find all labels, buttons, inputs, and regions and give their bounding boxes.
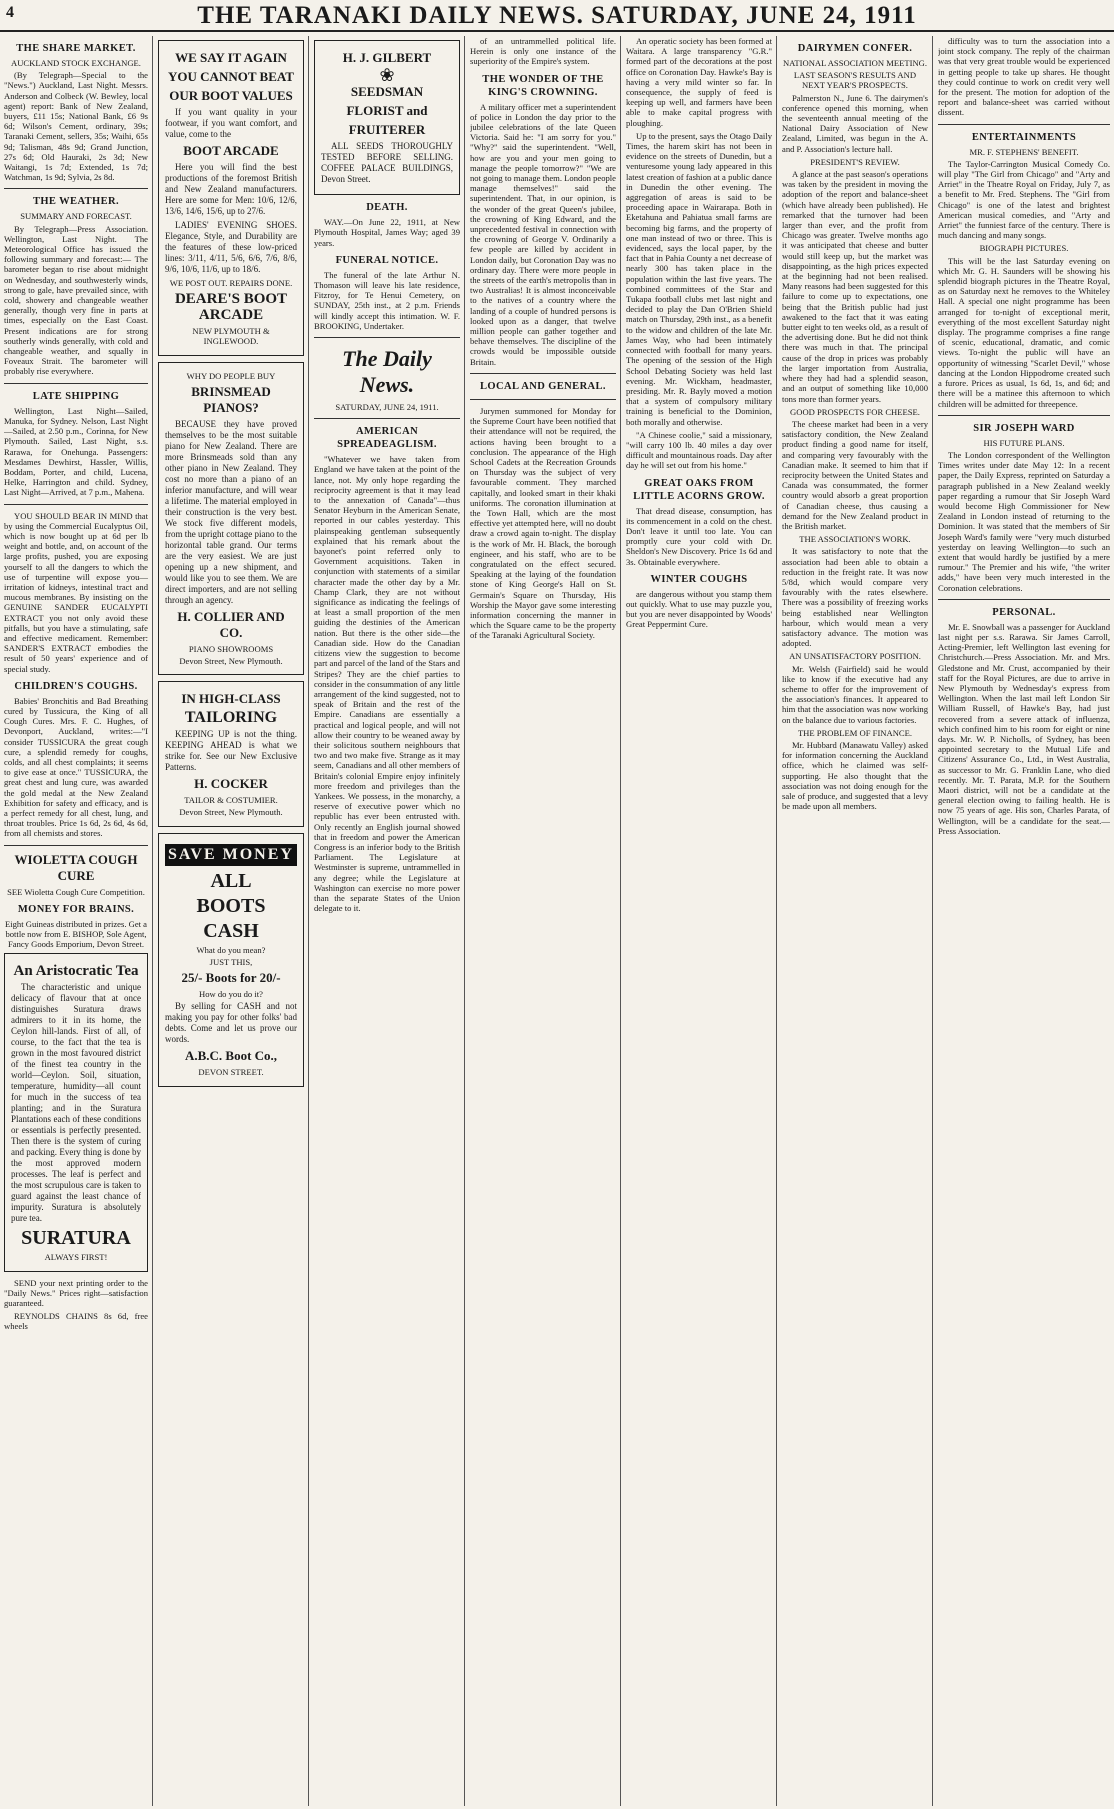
entertainments-text: The Taylor-Carrington Musical Comedy Co. will play "The Girl from Chicago" and "Arty and Arriet" in the Theatre Royal on Friday, July 7, as a benefit to Mr. Fred. Stephens. The "Girl from Chicago" is one of the latest and brightest American musical comedies, and "Arty and Arriet" the funniest farce of the century. There is much dancing and many songs. <box>938 158 1110 241</box>
tea-slogan: ALWAYS FIRST! <box>44 1252 108 1263</box>
divider <box>314 337 460 338</box>
tea-heading: An Aristocratic Tea <box>13 963 139 980</box>
death-heading: DEATH. <box>366 202 408 214</box>
column-rule <box>152 36 153 1806</box>
chains-notice: REYNOLDS CHAINS 8s 6d, free wheels <box>4 1311 148 1332</box>
tailoring-text: KEEPING UP is not the thing. KEEPING AHEAD is what we strike for. See our New Exclusive Patterns. <box>165 729 297 773</box>
ward-heading: SIR JOSEPH WARD <box>973 422 1075 434</box>
column-4-continuation: of an untrammelled political life. Herein is only one instance of the superiority of the Empire's system. <box>470 36 616 67</box>
biograph-text: This will be the last Saturday evening on which Mr. G. H. Saunders will be showing his splendid biograph pictures in the Theatre Royal, as on Saturday next he removes to the Whiteley Hall. A special one night programme has been arranged for to-night of exceptional merit, everything of the most excellent Saturday night display. The programme comprises a fine range of scenic, educational, dramatic, and comic views. To-night the public will have an opportunity of witnessing "Scarlet Devil," whose dancing at the London Hippodrome created such a furore. Prices as usual, 1s 6d, 1s, and 6d; and there will be a matinee this afternoon to which children will be admitted for threepence. <box>938 255 1110 409</box>
piano-address: Devon Street, New Plymouth. <box>179 656 283 667</box>
funeral-text: The funeral of the late Arthur N. Thomason will leave his late residence, Fitzroy, for Te Henui Cemetery, on SUNDAY, 25th inst., at 2 p.m. Friends will kindly accept this intimation. W. F. BROOKING, Undertaker. <box>314 269 460 331</box>
boot-ad-line-2: YOU CANNOT BEAT <box>168 69 294 84</box>
boot-ad-text-3: LADIES' EVENING SHOES. Elegance, Style, and Durability are the features of these low-priced lines: 3/11, 4/11, 5/6, 6/6, 7/6, 8/6, 9/6, 10/6, 11/6, up to 18/6. <box>165 220 297 274</box>
column-5-top: An operatic society has been formed at Waitara. A large transparency "G.R." formed part of the decorations at the post office on Coronation Day. Hawke's Bay is having a very mild winter so far. In consequence, the supply of feed is keeping up well, and farmers have been able to make capital progress with ploughing. <box>626 36 772 128</box>
tailoring-advert <box>158 681 304 826</box>
column-3 <box>314 36 460 1806</box>
oaks-heading: GREAT OAKS FROM LITTLE ACORNS GROW. <box>633 477 765 502</box>
association-heading: THE ASSOCIATION'S WORK. <box>799 534 911 545</box>
finance-heading: THE PROBLEM OF FINANCE. <box>797 727 913 738</box>
coughs-heading: CHILDREN'S COUGHS. <box>14 680 138 692</box>
tailoring-subtitle: TAILOR & COSTUMIER. <box>184 795 278 806</box>
boot-ad-text-4: WE POST OUT. REPAIRS DONE. <box>169 278 293 288</box>
divider <box>4 845 148 846</box>
unsatisfactory-heading: AN UNSATISFACTORY POSITION. <box>789 651 921 662</box>
local-heading: LOCAL AND GENERAL. <box>480 380 606 392</box>
column-2 <box>158 36 304 1806</box>
gilbert-advert <box>314 40 460 195</box>
conference-subheading-2: LAST SEASON'S RESULTS AND NEXT YEAR'S PROSPECTS. <box>793 70 917 91</box>
masthead <box>0 0 1114 32</box>
money-text: Eight Guineas distributed in prizes. Get a bottle now from E. BISHOP, Sole Agent, Fancy Goods Emporium, Devon Street. <box>4 918 147 950</box>
gilbert-name: H. J. GILBERT <box>342 50 432 65</box>
divider <box>314 418 460 419</box>
gilbert-line-2: FLORIST and <box>346 103 428 119</box>
boot-ad-text: If you want quality in your footwear, if you want comfort, and value, come to the <box>165 107 297 139</box>
tea-text: The characteristic and unique delicacy of flavour that at once distinguishes Suratura draws admirers to it in its home, the Ceylon hill-lands. First of all, of course, to the fact that the tea is grown in the most favoured district of the finest tea country in the world—Ceylon. Soil, situation, temperature, humidity—all count for much in the success of tea planting; and in the Suratura Plantations each of these conditions or essentials is perfectly presented. Then there is the system of curing and packing. Every thing is done by the most approved modern processes. The leaf is perfect and the most scrupulous care is taken to guard against the least chance of impurity. Suratura is absolutely pure tea. <box>11 982 141 1224</box>
page-number: 4 <box>6 4 14 21</box>
wioletta-text: SEE Wioletta Cough Cure Competition. <box>7 886 145 897</box>
boot-ad-name: BOOT ARCADE <box>183 143 279 158</box>
shipping-heading: LATE SHIPPING <box>32 390 120 402</box>
piano-question: WHY DO PEOPLE BUY <box>186 370 276 381</box>
piano-name: BRINSMEAD PIANOS? <box>191 383 271 415</box>
tea-brand: SURATURA <box>21 1227 131 1250</box>
winter-heading: WINTER COUGHS <box>650 573 748 585</box>
boot-arcade-advert <box>158 40 304 356</box>
cheese-heading: GOOD PROSPECTS FOR CHEESE. <box>790 406 920 417</box>
piano-firm: H. COLLIER AND CO. <box>177 608 285 640</box>
divider <box>938 124 1110 125</box>
editorial-heading: AMERICAN SPREADEAGLISM. <box>337 426 437 451</box>
divider <box>4 504 148 505</box>
weather-text: By Telegraph—Press Association. Wellington, Last Night. The Meteorological Office has issued the following summary and forecast:— The barometer began to rise about midnight on Wednesday, and southwesterly winds, strong to gale, have prevailed since, with cold, showery and changeable weather generally, though very fine in parts at times, especially on the East Coast. Present indications are for strong southerly winds generally, with cold and changeable weather, and squally in Foveaux Strait. The barometer will probably rise everywhere. <box>4 223 148 377</box>
gilbert-line-1: SEEDSMAN <box>350 84 424 100</box>
abc-question: What do you mean? <box>196 944 266 955</box>
column-rule <box>932 36 933 1806</box>
column-7 <box>938 36 1110 1806</box>
divider <box>938 415 1110 416</box>
unsatisfactory-text: Mr. Welsh (Fairfield) said he would like to know if the executive had any scheme to offer for the improvement of the association's finances. It appeared to him that the association was now working on the balance due to various factories. <box>782 663 928 725</box>
column-1 <box>4 36 148 1806</box>
entertainments-heading: ENTERTAINMENTS <box>971 131 1077 143</box>
weather-subheading: SUMMARY AND FORECAST. <box>20 211 132 222</box>
sanders-advert-text: YOU SHOULD BEAR IN MIND that by using the Commercial Eucalyptus Oil, which is now bought up at 6d per lb weight and bottle, and, on account of the large profits, pushed, you are exposing yourself to all the dangers to which the use of turpentine will expose you—irritation of kidneys, intestinal tract and mucous membranes. By insisting on the GENUINE SANDER EUCALYPTI EXTRACT you not only avoid these pitfalls, but you have a stimulating, safe and effective medicament. Remember: SANDER'S EXTRACT embodies the result of 50 years' experience and of special study. <box>4 510 148 674</box>
column-4 <box>470 36 616 1806</box>
weather-heading: THE WEATHER. <box>32 196 120 208</box>
column-rule <box>464 36 465 1806</box>
flower-icon: ❀ <box>379 65 395 85</box>
finance-text: Mr. Hubbard (Manawatu Valley) asked for information concerning the Auckland office, which he claimed was self-supporting. He also thought that the association was not doing enough for the sale of produce, and suggested that a levy be made upon all members. <box>782 740 928 812</box>
share-market-heading: THE SHARE MARKET. <box>16 43 136 54</box>
abc-price: 25/- Boots for 20/- <box>181 970 281 986</box>
divider <box>4 188 148 189</box>
save-money-badge: SAVE MONEY <box>165 844 297 866</box>
piano-advert <box>158 362 304 676</box>
ward-subheading: HIS FUTURE PLANS. <box>983 437 1065 448</box>
ward-text: The London correspondent of the Wellington Times writes under date May 12: In a recent paper, the Daily Express, reprinted on Saturday a paragraph published in a New Zealand weekly paper regarding a rumour that Sir Joseph Ward would become High Commissioner for New Zealand in London instead of returning to the Dominion. It was stated that the members of Sir Joseph Ward's family were "very much disturbed yesterday on leaving Wellington—to such an extent that would hardly be justified by a mere rumour." The Premier and his wife, "the writer adds," have been very much interested in the Coronation celebrations. <box>938 449 1110 593</box>
column-5 <box>626 36 772 1806</box>
chinese-coolie-text: "A Chinese coolie," said a missionary, "will carry 100 lb. 40 miles a day over difficult and mountainous roads. Day after day he will set out from his home." <box>626 429 772 471</box>
abc-how: How do you do it? <box>199 989 263 1000</box>
tailoring-address: Devon Street, New Plymouth. <box>179 807 283 818</box>
abc-firm: A.B.C. Boot Co., <box>184 1048 278 1064</box>
association-text: It was satisfactory to note that the association had been able to obtain a reduction in the freight rate. It was now 5/8d, which would compare very favourably with the rates elsewhere. There was a possibility of freezing works being established near Wellington harbour, which would mean a very satisfactory advance. The motion was adopted. <box>782 546 928 649</box>
wonder-text: A military officer met a superintendent of police in London the day prior to the jubilee celebrations of the late Queen Victoria. Said he: "I am sorry for you." "Why?" said the superintendent. "Well, how are you and your men going to manage the people tomorrow?" "We are not going to manage them. London people manage themselves!" said the superintendent. That, in our opinion, is the wonder of the great Queen's jubilee, the crowning of King Edward, and the unprecedented festival in connection with the crowning of George V. Ordinarily a few people are killed by accident in London daily, but Coronation Day was no ordinary day. There were more people in the streets of the earth's metropolis than in two Australias! It is almost inconceivable to the natives of a country where the landing of a couple of hundred persons is looked upon as a danger, that twelve million people can gather together and behave themselves. The discipline of the crowds would be impossible outside Britain. <box>470 101 616 367</box>
abc-address: DEVON STREET. <box>198 1067 264 1078</box>
cheese-text: The cheese market had been in a very satisfactory condition, the New Zealand product finding a good name for itself, and comparing very favourably with the Canadian make. It seemed to him that if reciprocity between the United States and Canada was consummated, the former country would absorb a great proportion of Canadian cheese, thus causing a demand for the New Zealand product in the British market. <box>782 418 928 531</box>
conference-heading: DAIRYMEN CONFER. <box>797 43 913 54</box>
piano-subtitle: PIANO SHOWROOMS <box>188 643 274 654</box>
coughs-text: Babies' Bronchitis and Bad Breathing cured by Tussicura, the King of all Cough Cures. Mrs. F. C. Hughes, of Devonport, Auckland, writes:—"I consider TUSSICURA the great cough cure, a splendid remedy for coughs, colds, and all chest complaints; it seems to give ease at once." TUSSICURA, the great chest and lung cure, was awarded the gold medal at the New Zealand Exhibition for safety and efficacy, and is a perfect remedy for all chest, lung, and throat troubles. Price 1s 6d, 2s 6d, 4s 6d, from all chemists and stores. <box>4 695 148 839</box>
boot-ad-text-2: Here you will find the best productions of the foremost British and New Zealand manufacturers. Here are some for Men: 10/6, 12/6, 13/6, 14/6, 15/6, up to 27/6. <box>165 162 297 216</box>
column-rule <box>308 36 309 1806</box>
column-6 <box>782 36 928 1806</box>
divider <box>470 373 616 374</box>
personal-text: Mr. E. Snowball was a passenger for Auckland last night per s.s. Rarawa. Sir James Carroll, Acting-Premier, left Wellington last evening for Christchurch.—Press Association. Mr. and Mrs. Gledstone and Mr. Crust, accompanied by their staff for the Royal Pictures, are due to arrive in New Plymouth by Wednesday's express from Wellington. When the last mail left London Sir William Russell, of Hawke's Bay, had just recovered from a severe attack of influenza, which confined him to his room for eight or nine days. Mr. W. P. Nicholls, of Sydney, has been appointed secretary to the Mutual Life and Citizens' Assurance Co., Ltd., in West Australia, as successor to Mr. G. Franklin Lane, who died recently. Mr. T. Parata, M.P. for the Southern Maori district, will not be a candidate at the general election owing to failing health. He is now 75 years of age. His son, Charles Parata, of Wellington, will be a candidate for the seat.—Press Association. <box>938 621 1110 836</box>
abc-line-3: CASH <box>203 919 259 942</box>
divider <box>938 599 1110 600</box>
boot-ad-footer: DEARE'S BOOT ARCADE <box>174 291 288 324</box>
conference-subheading: NATIONAL ASSOCIATION MEETING. <box>782 58 928 68</box>
gilbert-text: ALL SEEDS THOROUGHLY TESTED BEFORE SELLING. COFFEE PALACE BUILDINGS, Devon Street. <box>321 141 453 185</box>
conference-text: Palmerston N., June 6. The dairymen's conference opened this morning, when the seventeenth annual meeting of the National Dairy Association of New Zealand, Limited, was begun in the A. and P. Association's lecture hall. <box>782 92 928 154</box>
nameplate: The Daily News. <box>342 346 432 398</box>
tailoring-firm: H. COCKER <box>194 776 268 792</box>
boot-ad-line-3: OUR BOOT VALUES <box>169 88 293 103</box>
masthead-title: THE TARANAKI DAILY NEWS. SATURDAY, JUNE 24, 1911 <box>197 2 917 29</box>
dateline: SATURDAY, JUNE 24, 1911. <box>335 402 439 413</box>
entertainments-subheading: MR. F. STEPHENS' BENEFIT. <box>969 146 1079 157</box>
divider <box>4 383 148 384</box>
review-text: A glance at the past season's operations was taken by the president in moving the adoption of the report and balance-sheet (which have already been published). He remarked that the turnover had been larger than ever, and the profit from Chicago was greater. Twelve months ago it was anticipated that cheese and butter would still keep up, but the market was disappointing, as the high prices expected at the beginning had not been realised. Many reasons had been suggested for this failure to come up to expectations, one being that the British public had just awakened to the fact that it was eating butter eight to ten weeks old, as a result of the advertising done. But he did not think there was much in that. The principal cause of the drop in prices was probably the larger importation from Australia, where they had had a splendid season, and an output of something like 10,000 tons more than former years. <box>782 169 928 404</box>
share-market-text: (By Telegraph—Special to the "News.") Auckland, Last Night. Messrs. Anderson and Colbeck (W. Bewley, local agent) report: Bank of New Zealand, buyers, £11 15s; National Bank, £6 9s 6d; Wilson's Cement, ordinary, 39s; Taranaki Cement, sellers, 35s; Waihi, 65s 9d; Talisman, 48s 9d; Grand Junction, 27s 6d; Old Hauraki, 2s 3d; New Waitangi, 1s 7d; Extended, 1s 7d; Watchman, 1s 9d; Sylvia, 2s 8d. <box>4 70 148 183</box>
column-5-body: Up to the present, says the Otago Daily Times, the harem skirt has not been in evidence on the streets of Dunedin, but a venturesome young lady appeared in this latest creation of fashion at a public dance in Dunedin the other evening. The aggregation of areas is said to be proceeding apace in Wairarapa. Both in Eketahuna and Pahiatua small farms are becoming big farms, and the property of one man instead of two or three. This is evidenced, says the local paper, by the fact that in Pahia County a net decrease of nearly 300 has taken place in the population within the last five years. The combined committees of the Star and Tukapa football clubs met last night and decided to play the Dan O'Brien Shield match on Thursday, 29th inst., as a benefit to the widow and children of the late Mr. James Way, who had been intimately connected with football for many years. The opening of the session of the High School Debating Society was held last evening. Mr. Wickham, headmaster, presiding. Mr. R. Bayly moved a motion that a system of compulsory military training is beneficial to the Dominion, both morally and otherwise. <box>626 130 772 427</box>
wioletta-heading: WIOLETTA COUGH CURE <box>14 851 138 883</box>
share-market-subheading: AUCKLAND STOCK EXCHANGE. <box>11 58 141 68</box>
editorial-text: "Whatever we have taken from England we have taken at the point of the lance, not. My only hope regarding the reciprocity agreement is that it may lead to the annexation of Canada"—thus Senator Heyburn in the American Senate, reported in our cables yesterday. This plainspeaking gentleman subsequently explained that his remark about the bayonet's point referred only to Government acquisitions. Taken in conjunction with statements of a similar character made the other day by a Mr. Champ Clark, they are not without significance as indicating the feelings of at least a small proportion of the men guiding the destinies of the American nation. But there is the other side—the Canadian side. How do the Canadian citizens view the suggestion to become part and parcel of the land of the Stars and Stripes? They are the chief parties to consider in the consummation of any little arrangement of the kind suggested, not to speak of Britain and the rest of the Empire. Canadians are essentially a practical and logical people, and will not allow their country to be weaned away by their solicitous southern neighbours that two and two make five. Strange as it may seem, Canadians and all other members of Britain's colonial Empire enjoy infinitely more freedom and privileges than the Yankees. We possess, in the monarchy, a reserve of executive power which no republic has ever been entrusted with. Only recently an English journal showed that in freedom and power the American Congress is an inferior body to the British Parliament. The Legislature at Westminster is supreme, untrammelled in any degree; while the Legislature at Washington can exercise no more power than the separate States of the Union delegate to it. <box>314 454 460 914</box>
gilbert-line-3: FRUITERER <box>348 122 426 138</box>
abc-this: JUST THIS, <box>209 957 253 968</box>
biograph-heading: BIOGRAPH PICTURES. <box>979 243 1069 254</box>
boot-ad-address: NEW PLYMOUTH & INGLEWOOD. <box>192 326 270 347</box>
oaks-text: That dread disease, consumption, has its commencement in a cold on the chest. Don't leave it until too late. You can promptly cure your cold with Dr. Sheldon's New Discovery. Price 1s 6d and 3s. Obtainable everywhere. <box>626 505 772 567</box>
personal-heading: PERSONAL. <box>992 606 1056 618</box>
wonder-heading: THE WONDER OF THE KING'S CROWNING. <box>482 73 604 98</box>
tea-advert <box>4 953 148 1271</box>
review-heading: PRESIDENT'S REVIEW. <box>810 156 900 167</box>
column-7-top: difficulty was to turn the association into a joint stock company. The reply of the chairman was that very great trouble would be experienced in getting people to take up shares. He thought they could continue to work on credit very well for the present. The motion for adoption of the report and balance-sheet was carried without dissent. <box>938 36 1110 118</box>
death-text: WAY.—On June 22, 1911, at New Plymouth Hospital, James Way; aged 39 years. <box>314 217 460 248</box>
local-text: Jurymen summoned for Monday for the Supreme Court have been notified that their attendance will not be required, the actions having been brought to a conclusion. The appearance of the High School Cadets at the Recreation Grounds on Thursday was the subject of very favourable comment. They marched capitally, and looked smart in their khaki uniforms. The coronation illumination at the Town Hall, which are the most effective yet attempted here, will no doubt draw a crowd again to-night. The display is the work of Mr. H. Black, the borough engineer, and his staff, who are to be congratulated on the effect secured. Speaking at the laying of the foundation stone of King George's Hall on St. Germain's Square on Thursday, His Worship the Mayor gave some interesting information concerning the manner in which the Square came to be the property of the Taranaki Agricultural Society. <box>470 405 616 641</box>
shipping-text: Wellington, Last Night—Sailed, Manuka, for Sydney. Nelson, Last Night—Sailed, at 2.50 p.m., Corinna, for New Plymouth. Sailed, Last Night, s.s. Rarawa, for Onehunga. Passengers: Mesdames Dewhirst, Hassler, Willis, Boddam, Porter, and child, Lucena, Helke, Harrington and child. Sydney, Last Night—Arrived, at 7 p.m., Mahena. <box>4 405 148 498</box>
money-heading: MONEY FOR BRAINS. <box>17 903 135 915</box>
abc-text: By selling for CASH and not making you pay for other folks' bad debts. Come and let us prove our words. <box>165 1001 297 1045</box>
abc-line-1: ALL <box>210 869 252 892</box>
abc-line-2: BOOTS <box>196 894 266 917</box>
divider <box>470 399 616 400</box>
funeral-heading: FUNERAL NOTICE. <box>335 254 439 266</box>
column-rule <box>776 36 777 1806</box>
piano-text: BECAUSE they have proved themselves to be the most suitable piano for New Zealand. There are more Brinsmeads sold than any other piano in New Zealand. They cost no more than a piano of an inferior manufacture, and will wear a lifetime. The material employed in their construction is the very best. We stock five different models, from the upright cottage piano to the horizontal table grand. Our terms are the very easiest. We are just opening up a new shipment, and would like you to see them. We are direct importers, and are not selling through an agency. <box>165 418 297 605</box>
abc-boot-advert <box>158 833 304 1087</box>
printing-notice: SEND your next printing order to the "Daily News." Prices right—satisfaction guaranteed. <box>4 1277 148 1309</box>
tailoring-line-1: IN HIGH-CLASS <box>181 691 281 707</box>
winter-text: are dangerous without you stamp them out quickly. What to use may puzzle you, but you are never disappointed by Woods' Great Peppermint Cure. <box>626 588 772 630</box>
column-rule <box>620 36 621 1806</box>
boot-ad-line-1: WE SAY IT AGAIN <box>175 50 287 65</box>
tailoring-line-2: TAILORING <box>184 709 278 727</box>
